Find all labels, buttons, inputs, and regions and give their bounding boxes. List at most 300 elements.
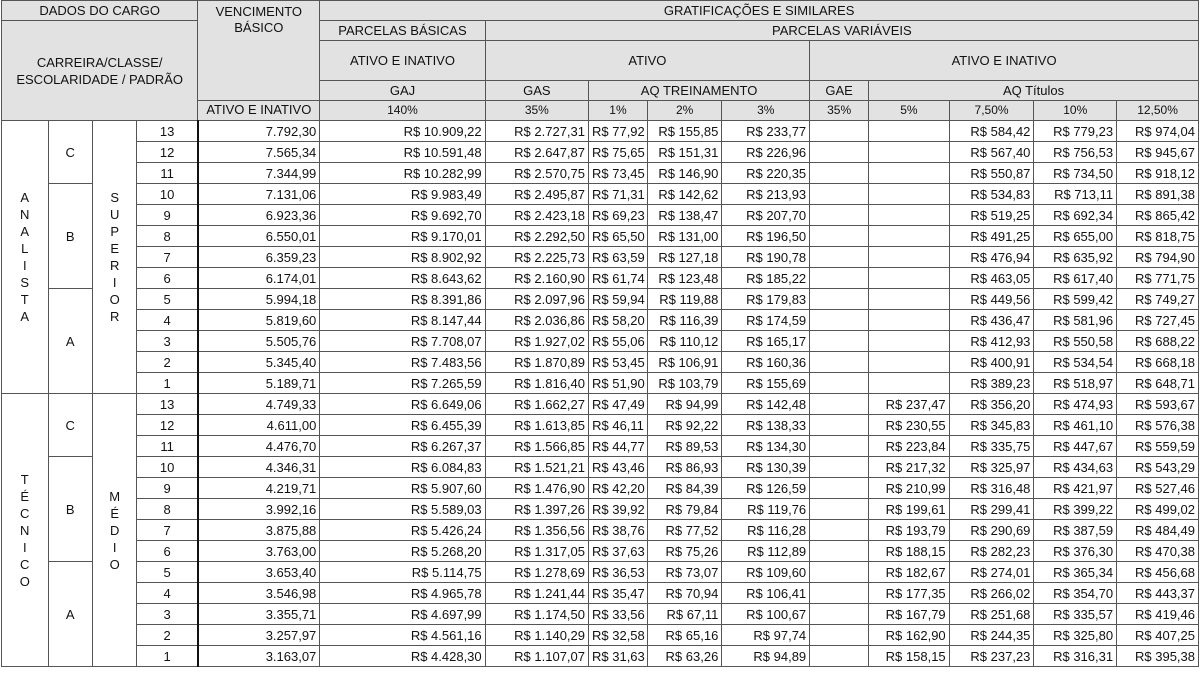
cell-t1250: R$ 593,67 xyxy=(1117,394,1199,415)
cell-gaj: R$ 4.428,30 xyxy=(320,646,485,667)
cell-t5: R$ 182,67 xyxy=(869,562,950,583)
table-row xyxy=(2,499,1199,520)
cell-t10: R$ 635,92 xyxy=(1034,247,1117,268)
cell-gaj: R$ 7.483,56 xyxy=(320,352,485,373)
table-row xyxy=(2,625,1199,646)
header-parcelas-basicas: PARCELAS BÁSICAS xyxy=(320,21,485,41)
padrao-cell: 4 xyxy=(137,310,198,331)
cell-t1250: R$ 527,46 xyxy=(1117,478,1199,499)
cell-t5: R$ 230,55 xyxy=(869,415,950,436)
cell-t10: R$ 325,80 xyxy=(1034,625,1117,646)
cell-t10: R$ 399,22 xyxy=(1034,499,1117,520)
cell-venc: 4.476,70 xyxy=(198,436,320,457)
table-row xyxy=(2,310,1199,331)
cell-gas: R$ 1.566,85 xyxy=(485,436,588,457)
cell-t5 xyxy=(869,268,950,289)
cell-t750: R$ 567,40 xyxy=(949,142,1034,163)
cell-t5: R$ 223,84 xyxy=(869,436,950,457)
cell-gas: R$ 1.816,40 xyxy=(485,373,588,394)
cell-aq1: R$ 53,45 xyxy=(589,352,648,373)
cell-aq3: R$ 112,89 xyxy=(722,541,810,562)
cell-aq2: R$ 70,94 xyxy=(647,583,721,604)
cell-aq1: R$ 42,20 xyxy=(589,478,648,499)
schooling-level: S U P E R I O R xyxy=(92,121,136,394)
cell-gaj: R$ 10.282,99 xyxy=(320,163,485,184)
cell-aq2: R$ 106,91 xyxy=(647,352,721,373)
cell-t10: R$ 599,42 xyxy=(1034,289,1117,310)
cell-gae xyxy=(810,163,869,184)
cell-gas: R$ 2.225,73 xyxy=(485,247,588,268)
cell-gas: R$ 1.927,02 xyxy=(485,331,588,352)
cell-aq3: R$ 226,96 xyxy=(722,142,810,163)
header-gae: GAE xyxy=(810,81,869,101)
cell-gas: R$ 1.317,05 xyxy=(485,541,588,562)
cell-gae xyxy=(810,541,869,562)
cell-gas: R$ 2.292,50 xyxy=(485,226,588,247)
cell-t750: R$ 356,20 xyxy=(949,394,1034,415)
table-row xyxy=(2,289,1199,310)
table-row xyxy=(2,184,1199,205)
cell-aq2: R$ 86,93 xyxy=(647,457,721,478)
header-pct-aq-3: 3% xyxy=(722,101,810,121)
cell-venc: 3.875,88 xyxy=(198,520,320,541)
cell-aq2: R$ 110,12 xyxy=(647,331,721,352)
header-parcelas-variaveis: PARCELAS VARIÁVEIS xyxy=(485,21,1198,41)
cell-t1250: R$ 456,68 xyxy=(1117,562,1199,583)
cell-aq3: R$ 213,93 xyxy=(722,184,810,205)
cell-venc: 7.344,99 xyxy=(198,163,320,184)
padrao-cell: 7 xyxy=(137,520,198,541)
cell-t1250: R$ 688,22 xyxy=(1117,331,1199,352)
cell-t750: R$ 274,01 xyxy=(949,562,1034,583)
header-aq-titulos: AQ Títulos xyxy=(869,81,1199,101)
cell-aq3: R$ 174,59 xyxy=(722,310,810,331)
cell-t750: R$ 316,48 xyxy=(949,478,1034,499)
cell-t1250: R$ 543,29 xyxy=(1117,457,1199,478)
cell-gae xyxy=(810,394,869,415)
cell-gas: R$ 1.662,27 xyxy=(485,394,588,415)
cell-t1250: R$ 499,02 xyxy=(1117,499,1199,520)
cell-gaj: R$ 5.589,03 xyxy=(320,499,485,520)
cell-t750: R$ 251,68 xyxy=(949,604,1034,625)
header-carreira: CARREIRA/CLASSE/ ESCOLARIDADE / PADRÃO xyxy=(2,21,198,121)
cell-aq1: R$ 31,63 xyxy=(589,646,648,667)
cell-aq2: R$ 79,84 xyxy=(647,499,721,520)
table-row xyxy=(2,457,1199,478)
header-gaj: GAJ xyxy=(320,81,485,101)
cell-gaj: R$ 9.170,01 xyxy=(320,226,485,247)
cell-venc: 3.992,16 xyxy=(198,499,320,520)
cell-gae xyxy=(810,184,869,205)
cell-aq1: R$ 35,47 xyxy=(589,583,648,604)
cell-aq3: R$ 94,89 xyxy=(722,646,810,667)
cell-aq1: R$ 39,92 xyxy=(589,499,648,520)
cell-t750: R$ 491,25 xyxy=(949,226,1034,247)
cell-aq3: R$ 106,41 xyxy=(722,583,810,604)
cell-aq2: R$ 151,31 xyxy=(647,142,721,163)
table-row xyxy=(2,331,1199,352)
cell-t10: R$ 316,31 xyxy=(1034,646,1117,667)
cell-t5: R$ 237,47 xyxy=(869,394,950,415)
cell-gae xyxy=(810,478,869,499)
cell-t5: R$ 188,15 xyxy=(869,541,950,562)
cell-t1250: R$ 668,18 xyxy=(1117,352,1199,373)
cell-t10: R$ 434,63 xyxy=(1034,457,1117,478)
cell-aq1: R$ 33,56 xyxy=(589,604,648,625)
cell-gaj: R$ 7.708,07 xyxy=(320,331,485,352)
cell-aq1: R$ 43,46 xyxy=(589,457,648,478)
cell-aq3: R$ 220,35 xyxy=(722,163,810,184)
cell-venc: 4.219,71 xyxy=(198,478,320,499)
cell-t10: R$ 461,10 xyxy=(1034,415,1117,436)
cell-aq3: R$ 134,30 xyxy=(722,436,810,457)
cell-aq2: R$ 131,00 xyxy=(647,226,721,247)
cell-venc: 6.174,01 xyxy=(198,268,320,289)
cell-gaj: R$ 7.265,59 xyxy=(320,373,485,394)
padrao-cell: 4 xyxy=(137,583,198,604)
header-pct-gae: 35% xyxy=(810,101,869,121)
cell-venc: 7.565,34 xyxy=(198,142,320,163)
cell-venc: 3.257,97 xyxy=(198,625,320,646)
cell-aq3: R$ 179,83 xyxy=(722,289,810,310)
header-pct-titulos-10: 10% xyxy=(1034,101,1117,121)
cell-gas: R$ 1.521,21 xyxy=(485,457,588,478)
cell-venc: 5.345,40 xyxy=(198,352,320,373)
header-pct-titulos-12-5: 12,50% xyxy=(1117,101,1199,121)
table-row xyxy=(2,646,1199,667)
cell-aq2: R$ 65,16 xyxy=(647,625,721,646)
table-row xyxy=(2,205,1199,226)
cell-t10: R$ 534,54 xyxy=(1034,352,1117,373)
padrao-cell: 9 xyxy=(137,478,198,499)
cell-t1250: R$ 818,75 xyxy=(1117,226,1199,247)
cell-t1250: R$ 918,12 xyxy=(1117,163,1199,184)
padrao-cell: 5 xyxy=(137,562,198,583)
header-pct-gas: 35% xyxy=(485,101,588,121)
cell-t1250: R$ 771,75 xyxy=(1117,268,1199,289)
cell-t750: R$ 534,83 xyxy=(949,184,1034,205)
cell-gaj: R$ 8.643,62 xyxy=(320,268,485,289)
class-name: C xyxy=(48,394,92,457)
class-name: B xyxy=(48,457,92,562)
cell-aq1: R$ 51,90 xyxy=(589,373,648,394)
cell-t1250: R$ 470,38 xyxy=(1117,541,1199,562)
table-row xyxy=(2,562,1199,583)
cell-gas: R$ 1.870,89 xyxy=(485,352,588,373)
cell-aq1: R$ 58,20 xyxy=(589,310,648,331)
cell-aq3: R$ 190,78 xyxy=(722,247,810,268)
padrao-cell: 2 xyxy=(137,352,198,373)
cell-gae xyxy=(810,289,869,310)
cell-gas: R$ 1.278,69 xyxy=(485,562,588,583)
cell-gas: R$ 1.241,44 xyxy=(485,583,588,604)
cell-aq3: R$ 185,22 xyxy=(722,268,810,289)
cell-gas: R$ 2.036,86 xyxy=(485,310,588,331)
cell-aq1: R$ 71,31 xyxy=(589,184,648,205)
cell-t10: R$ 617,40 xyxy=(1034,268,1117,289)
cell-gas: R$ 1.140,29 xyxy=(485,625,588,646)
cell-aq1: R$ 46,11 xyxy=(589,415,648,436)
header-parcelas-basicas-ativo-inativo: ATIVO E INATIVO xyxy=(320,41,485,81)
cell-gae xyxy=(810,625,869,646)
cell-t1250: R$ 419,46 xyxy=(1117,604,1199,625)
cell-t10: R$ 354,70 xyxy=(1034,583,1117,604)
cell-aq3: R$ 130,39 xyxy=(722,457,810,478)
cell-t750: R$ 325,97 xyxy=(949,457,1034,478)
table-row xyxy=(2,541,1199,562)
cell-t750: R$ 290,69 xyxy=(949,520,1034,541)
header-aq-treinamento: AQ TREINAMENTO xyxy=(589,81,810,101)
padrao-cell: 6 xyxy=(137,268,198,289)
padrao-cell: 12 xyxy=(137,415,198,436)
table-row xyxy=(2,604,1199,625)
cell-t750: R$ 463,05 xyxy=(949,268,1034,289)
cell-venc: 3.653,40 xyxy=(198,562,320,583)
cell-gaj: R$ 8.391,86 xyxy=(320,289,485,310)
cell-aq2: R$ 63,26 xyxy=(647,646,721,667)
header-pct-titulos-5: 5% xyxy=(869,101,950,121)
cell-gaj: R$ 9.983,49 xyxy=(320,184,485,205)
cell-gas: R$ 2.570,75 xyxy=(485,163,588,184)
cell-venc: 7.792,30 xyxy=(198,121,320,142)
cell-aq2: R$ 142,62 xyxy=(647,184,721,205)
cell-aq1: R$ 36,53 xyxy=(589,562,648,583)
cell-aq2: R$ 155,85 xyxy=(647,121,721,142)
cell-aq1: R$ 73,45 xyxy=(589,163,648,184)
cell-t10: R$ 550,58 xyxy=(1034,331,1117,352)
cell-gas: R$ 2.727,31 xyxy=(485,121,588,142)
cell-gas: R$ 1.356,56 xyxy=(485,520,588,541)
cell-aq3: R$ 196,50 xyxy=(722,226,810,247)
cell-gas: R$ 1.476,90 xyxy=(485,478,588,499)
cell-t10: R$ 387,59 xyxy=(1034,520,1117,541)
cell-t1250: R$ 865,42 xyxy=(1117,205,1199,226)
header-pct-aq-1: 1% xyxy=(589,101,648,121)
cell-gas: R$ 2.647,87 xyxy=(485,142,588,163)
cell-t750: R$ 476,94 xyxy=(949,247,1034,268)
cell-t750: R$ 389,23 xyxy=(949,373,1034,394)
cell-t1250: R$ 891,38 xyxy=(1117,184,1199,205)
padrao-cell: 1 xyxy=(137,646,198,667)
cell-t10: R$ 734,50 xyxy=(1034,163,1117,184)
cell-t10: R$ 447,67 xyxy=(1034,436,1117,457)
cell-t1250: R$ 443,37 xyxy=(1117,583,1199,604)
cell-gaj: R$ 9.692,70 xyxy=(320,205,485,226)
cell-gaj: R$ 5.114,75 xyxy=(320,562,485,583)
cell-aq2: R$ 123,48 xyxy=(647,268,721,289)
cell-gaj: R$ 5.426,24 xyxy=(320,520,485,541)
cell-venc: 5.819,60 xyxy=(198,310,320,331)
padrao-cell: 12 xyxy=(137,142,198,163)
cell-t1250: R$ 945,67 xyxy=(1117,142,1199,163)
salary-table xyxy=(1,0,1199,667)
cell-t1250: R$ 794,90 xyxy=(1117,247,1199,268)
header-dados-do-cargo: DADOS DO CARGO xyxy=(2,1,198,21)
cell-t750: R$ 266,02 xyxy=(949,583,1034,604)
career-name: A N A L I S T A xyxy=(2,121,49,394)
cell-t5 xyxy=(869,352,950,373)
cell-aq1: R$ 77,92 xyxy=(589,121,648,142)
cell-gae xyxy=(810,583,869,604)
table-row xyxy=(2,226,1199,247)
cell-venc: 4.611,00 xyxy=(198,415,320,436)
cell-t1250: R$ 484,49 xyxy=(1117,520,1199,541)
cell-t10: R$ 474,93 xyxy=(1034,394,1117,415)
cell-t10: R$ 655,00 xyxy=(1034,226,1117,247)
cell-aq3: R$ 165,17 xyxy=(722,331,810,352)
cell-t5 xyxy=(869,121,950,142)
schooling-level: M É D I O xyxy=(92,394,136,667)
cell-gae xyxy=(810,562,869,583)
cell-t1250: R$ 395,38 xyxy=(1117,646,1199,667)
table-row xyxy=(2,478,1199,499)
padrao-cell: 9 xyxy=(137,205,198,226)
career-name: T É C N I C O xyxy=(2,394,49,667)
cell-t750: R$ 299,41 xyxy=(949,499,1034,520)
cell-gae xyxy=(810,457,869,478)
padrao-cell: 8 xyxy=(137,226,198,247)
cell-venc: 6.550,01 xyxy=(198,226,320,247)
cell-t5 xyxy=(869,331,950,352)
cell-aq2: R$ 103,79 xyxy=(647,373,721,394)
cell-gae xyxy=(810,373,869,394)
cell-aq2: R$ 75,26 xyxy=(647,541,721,562)
cell-gaj: R$ 8.902,92 xyxy=(320,247,485,268)
padrao-cell: 13 xyxy=(137,121,198,142)
cell-t750: R$ 584,42 xyxy=(949,121,1034,142)
header-ativo-e-inativo: ATIVO E INATIVO xyxy=(810,41,1199,81)
cell-t5 xyxy=(869,163,950,184)
header-vencimento-basico xyxy=(198,1,320,101)
cell-t1250: R$ 727,45 xyxy=(1117,310,1199,331)
cell-t750: R$ 519,25 xyxy=(949,205,1034,226)
cell-venc: 5.994,18 xyxy=(198,289,320,310)
cell-t750: R$ 345,83 xyxy=(949,415,1034,436)
header-ativo: ATIVO xyxy=(485,41,810,81)
cell-t10: R$ 779,23 xyxy=(1034,121,1117,142)
cell-aq3: R$ 160,36 xyxy=(722,352,810,373)
cell-aq3: R$ 97,74 xyxy=(722,625,810,646)
cell-gas: R$ 2.495,87 xyxy=(485,184,588,205)
cell-aq1: R$ 69,23 xyxy=(589,205,648,226)
cell-t750: R$ 449,56 xyxy=(949,289,1034,310)
cell-t750: R$ 400,91 xyxy=(949,352,1034,373)
cell-gas: R$ 2.423,18 xyxy=(485,205,588,226)
cell-t10: R$ 518,97 xyxy=(1034,373,1117,394)
table-row xyxy=(2,142,1199,163)
cell-aq2: R$ 84,39 xyxy=(647,478,721,499)
cell-t5: R$ 158,15 xyxy=(869,646,950,667)
cell-venc: 5.505,76 xyxy=(198,331,320,352)
padrao-cell: 10 xyxy=(137,457,198,478)
cell-t5: R$ 162,90 xyxy=(869,625,950,646)
cell-t1250: R$ 648,71 xyxy=(1117,373,1199,394)
cell-gae xyxy=(810,310,869,331)
cell-t1250: R$ 407,25 xyxy=(1117,625,1199,646)
padrao-cell: 5 xyxy=(137,289,198,310)
class-name: C xyxy=(48,121,92,184)
cell-t10: R$ 713,11 xyxy=(1034,184,1117,205)
cell-gaj: R$ 5.907,60 xyxy=(320,478,485,499)
cell-aq2: R$ 92,22 xyxy=(647,415,721,436)
cell-aq1: R$ 65,50 xyxy=(589,226,648,247)
cell-aq2: R$ 138,47 xyxy=(647,205,721,226)
cell-t750: R$ 237,23 xyxy=(949,646,1034,667)
cell-gae xyxy=(810,247,869,268)
cell-t750: R$ 412,93 xyxy=(949,331,1034,352)
cell-gae xyxy=(810,646,869,667)
table-row xyxy=(2,352,1199,373)
cell-t750: R$ 282,23 xyxy=(949,541,1034,562)
cell-venc: 3.763,00 xyxy=(198,541,320,562)
cell-t5 xyxy=(869,205,950,226)
cell-aq3: R$ 207,70 xyxy=(722,205,810,226)
cell-aq1: R$ 32,58 xyxy=(589,625,648,646)
header-pct-aq-2: 2% xyxy=(647,101,721,121)
cell-gaj: R$ 4.965,78 xyxy=(320,583,485,604)
cell-t1250: R$ 576,38 xyxy=(1117,415,1199,436)
cell-gaj: R$ 6.084,83 xyxy=(320,457,485,478)
cell-gae xyxy=(810,499,869,520)
cell-gas: R$ 1.397,26 xyxy=(485,499,588,520)
cell-gaj: R$ 4.561,16 xyxy=(320,625,485,646)
padrao-cell: 6 xyxy=(137,541,198,562)
class-name: B xyxy=(48,184,92,289)
cell-t5 xyxy=(869,247,950,268)
cell-aq3: R$ 109,60 xyxy=(722,562,810,583)
padrao-cell: 8 xyxy=(137,499,198,520)
cell-t5 xyxy=(869,373,950,394)
cell-aq2: R$ 89,53 xyxy=(647,436,721,457)
cell-gae xyxy=(810,604,869,625)
cell-gae xyxy=(810,331,869,352)
table-row xyxy=(2,268,1199,289)
cell-aq3: R$ 142,48 xyxy=(722,394,810,415)
cell-venc: 6.359,23 xyxy=(198,247,320,268)
cell-t5 xyxy=(869,184,950,205)
cell-venc: 5.189,71 xyxy=(198,373,320,394)
cell-gae xyxy=(810,205,869,226)
cell-aq3: R$ 126,59 xyxy=(722,478,810,499)
padrao-cell: 11 xyxy=(137,436,198,457)
cell-gaj: R$ 6.267,37 xyxy=(320,436,485,457)
padrao-cell: 7 xyxy=(137,247,198,268)
cell-t750: R$ 335,75 xyxy=(949,436,1034,457)
cell-gas: R$ 2.097,96 xyxy=(485,289,588,310)
cell-gas: R$ 1.107,07 xyxy=(485,646,588,667)
cell-gas: R$ 2.160,90 xyxy=(485,268,588,289)
cell-t5 xyxy=(869,226,950,247)
table-row xyxy=(2,394,1199,415)
cell-gae xyxy=(810,352,869,373)
header-ativo-inativo-vb: ATIVO E INATIVO xyxy=(198,101,320,121)
padrao-cell: 1 xyxy=(137,373,198,394)
cell-gae xyxy=(810,226,869,247)
cell-gae xyxy=(810,268,869,289)
cell-aq2: R$ 146,90 xyxy=(647,163,721,184)
header-pct-gaj: 140% xyxy=(320,101,485,121)
cell-aq2: R$ 94,99 xyxy=(647,394,721,415)
cell-t5: R$ 199,61 xyxy=(869,499,950,520)
cell-gaj: R$ 6.455,39 xyxy=(320,415,485,436)
cell-gas: R$ 1.613,85 xyxy=(485,415,588,436)
table-row xyxy=(2,247,1199,268)
table-row xyxy=(2,520,1199,541)
cell-aq3: R$ 116,28 xyxy=(722,520,810,541)
cell-aq3: R$ 100,67 xyxy=(722,604,810,625)
cell-aq3: R$ 233,77 xyxy=(722,121,810,142)
cell-venc: 3.163,07 xyxy=(198,646,320,667)
